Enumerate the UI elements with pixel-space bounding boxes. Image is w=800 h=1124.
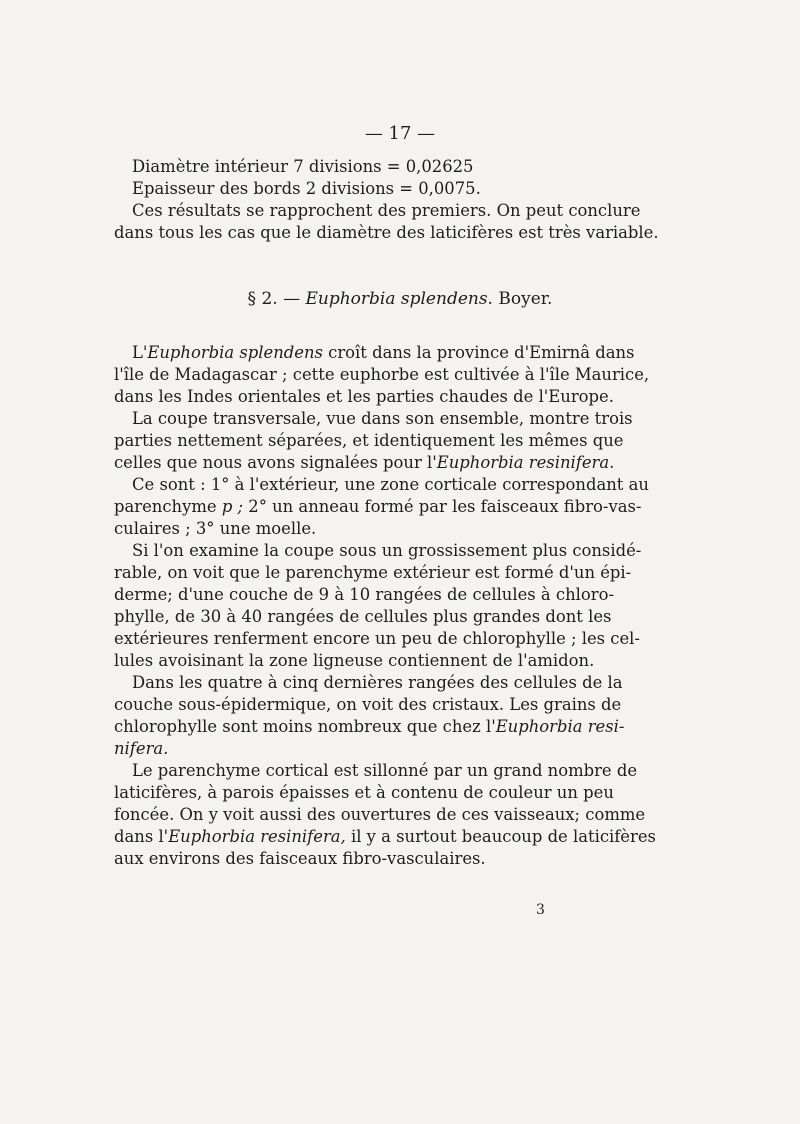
italic-run: p ; [221, 497, 244, 516]
text-line: Ces résultats se rapprochent des premiers. On peut conclure [132, 201, 641, 220]
text-line: lules avoisinant la zone ligneuse contiennent de l'amidon. [114, 651, 595, 670]
signature-mark: 3 [536, 902, 545, 918]
text-line: dans les Indes orientales et les parties chaudes de l'Europe. [114, 387, 614, 406]
text-line: Ce sont : 1° à l'extérieur, une zone corticale correspondant au [132, 475, 649, 494]
text-line: extérieures renferment encore un peu de chlorophylle ; les cel- [114, 629, 640, 648]
text-run: L' [132, 343, 148, 362]
italic-run: Euphorbia splendens [147, 343, 323, 362]
text-line: dans tous les cas que le diamètre des laticifères est très variable. [114, 223, 659, 242]
body-text [114, 342, 656, 870]
text-line: l'île de Madagascar ; cette euphorbe est cultivée à l'île Maurice, [114, 365, 650, 384]
paragraph [114, 408, 633, 474]
text-line: laticifères, à parois épaisses et à contenu de couleur un peu [114, 783, 614, 802]
text-line: culaires ; 3° une moelle. [114, 519, 317, 538]
text-line: parties nettement séparées, et identiquement les mêmes que [114, 431, 624, 450]
text-line: Epaisseur des bords 2 divisions = 0,0075. [132, 179, 481, 198]
top-measurements [114, 156, 659, 244]
paragraph [114, 474, 649, 540]
species-name: Euphorbia splendens. [305, 289, 493, 309]
italic-run: Euphorbia resinifera. [436, 453, 615, 472]
text-line: Si l'on examine la coupe sous un grossissement plus considé- [132, 541, 642, 560]
text-line: Diamètre intérieur 7 divisions = 0,02625 [132, 157, 474, 176]
section-heading [0, 289, 800, 309]
text-line: couche sous-épidermique, on voit des cristaux. Les grains de [114, 695, 622, 714]
text-line [114, 496, 642, 518]
text-line: derme; d'une couche de 9 à 10 rangées de cellules à chloro- [114, 585, 614, 604]
text-line: rable, on voit que le parenchyme extérieur est formé d'un épi- [114, 563, 632, 582]
paragraph [114, 672, 625, 760]
text-run: croît dans la province d'Emirnâ dans [328, 343, 635, 362]
text-line: Dans les quatre à cinq dernières rangées des cellules de la [132, 673, 623, 692]
text-run: celles que nous avons signalées pour l' [114, 453, 437, 472]
text-line: foncée. On y voit aussi des ouvertures de ces vaisseaux; comme [114, 805, 646, 824]
text-line: La coupe transversale, vue dans son ensemble, montre trois [132, 409, 633, 428]
text-line [114, 716, 625, 738]
italic-run: Euphorbia resi- [495, 717, 625, 736]
section-number: § 2. — [247, 289, 301, 309]
text-run: dans l' [114, 827, 169, 846]
page-number: — 17 — [364, 123, 436, 144]
text-line: aux environs des faisceaux fibro-vasculaires. [114, 849, 486, 868]
text-run: il y a surtout beaucoup de laticifères [350, 827, 656, 846]
paragraph [114, 540, 642, 672]
text-run: chlorophylle sont moins nombreux que chez l' [114, 717, 496, 736]
text-run: parenchyme [114, 497, 217, 516]
text-line: Le parenchyme cortical est sillonné par un grand nombre de [132, 761, 638, 780]
text-line [114, 452, 615, 474]
species-author: Boyer. [498, 289, 553, 309]
italic-run: Euphorbia resinifera, [168, 827, 346, 846]
text-line [114, 342, 635, 364]
paragraph [114, 760, 656, 870]
text-line [114, 826, 656, 848]
paragraph [114, 342, 650, 408]
italic-run: nifera. [114, 739, 169, 758]
text-run: 2° un anneau formé par les faisceaux fibro-vas- [248, 497, 642, 516]
text-line: phylle, de 30 à 40 rangées de cellules plus grandes dont les [114, 607, 612, 626]
text-line [114, 738, 600, 760]
